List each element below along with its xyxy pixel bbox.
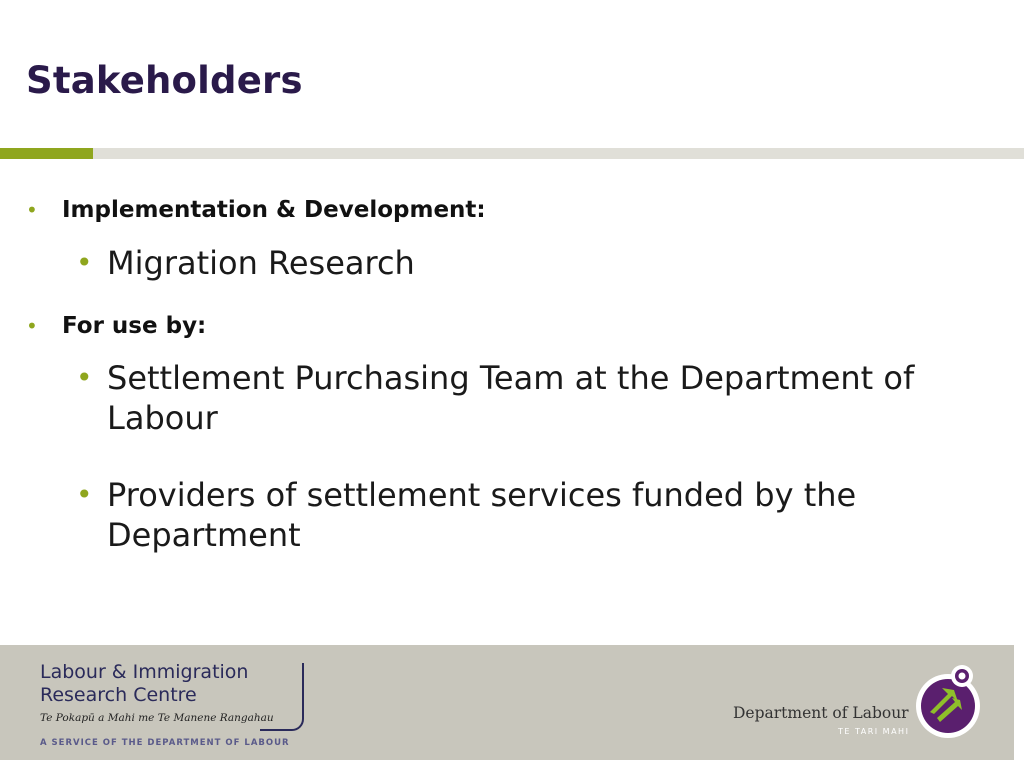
bullet-icon: •: [76, 361, 93, 394]
bullet-heading: For use by:: [62, 313, 207, 339]
department-of-labour-emblem-icon: [912, 656, 988, 746]
dol-maori-name: TE TARI MAHI: [838, 727, 910, 736]
sub-bullet-text: Providers of settlement services funded by the Department: [107, 476, 857, 554]
dol-name: Department of Labour: [733, 704, 909, 722]
bullet-icon: •: [76, 246, 93, 279]
bullet-icon: •: [76, 478, 93, 511]
sub-bullet-providers: [76, 475, 996, 555]
lirc-logo: [40, 660, 290, 760]
title-divider: [93, 148, 1024, 159]
lirc-name: Labour & Immigration: [40, 661, 249, 683]
bullet-heading: Implementation & Development:: [62, 197, 486, 223]
sub-bullet-migration-research: [76, 243, 996, 283]
bullet-icon: •: [26, 314, 38, 338]
sub-bullet-text: Settlement Purchasing Team at the Department of Labour: [107, 359, 915, 437]
sub-bullet-settlement-team: [76, 358, 996, 438]
lirc-name: Research Centre: [40, 684, 197, 706]
slide-title: Stakeholders: [26, 59, 303, 102]
bullet-icon: •: [26, 198, 38, 222]
footer-edge: [0, 760, 1024, 768]
sub-bullet-text: Migration Research: [107, 244, 415, 282]
lirc-service-line: A SERVICE OF THE DEPARTMENT OF LABOUR: [40, 738, 290, 748]
footer-edge: [1014, 645, 1024, 768]
lirc-maori-name: Te Pokapū a Mahi me Te Manene Rangahau: [40, 712, 274, 724]
title-divider-accent: [0, 148, 93, 159]
